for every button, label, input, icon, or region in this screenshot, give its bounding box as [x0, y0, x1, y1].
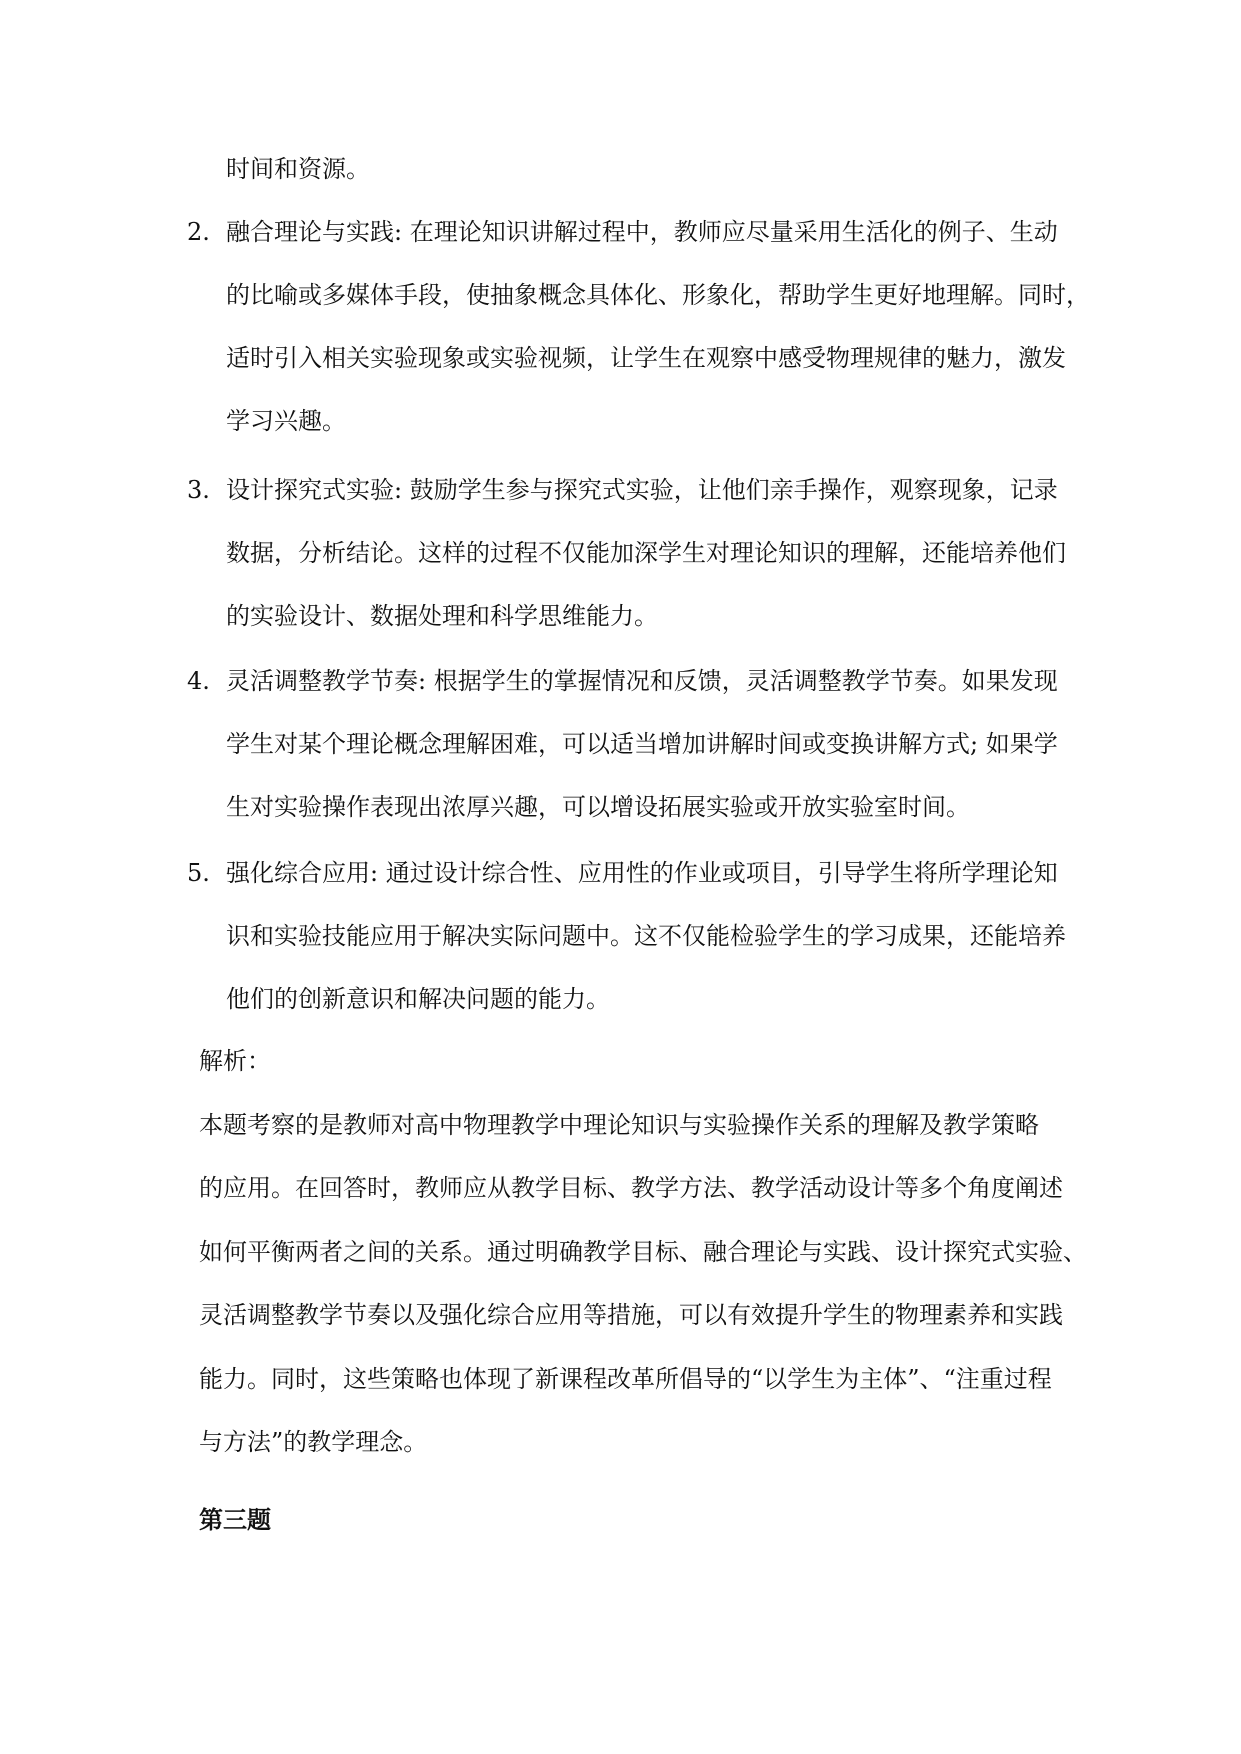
- item-4-line-3: 生对实验操作表现出浓厚兴趣，可以增设拓展实验或开放实验室时间。: [226, 793, 970, 821]
- item-4-number: 4.: [187, 667, 210, 695]
- analysis-line-1: 本题考察的是教师对高中物理教学中理论知识与实验操作关系的理解及教学策略: [199, 1111, 1039, 1139]
- item-3-line-2: 数据，分析结论。这样的过程不仅能加深学生对理论知识的理解，还能培养他们: [226, 539, 1066, 567]
- item-2-line-2: 的比喻或多媒体手段，使抽象概念具体化、形象化，帮助学生更好地理解。同时，: [226, 281, 1090, 309]
- item-5-line-2: 识和实验技能应用于解决实际问题中。这不仅能检验学生的学习成果，还能培养: [226, 922, 1066, 950]
- item-4-line-1: 灵活调整教学节奏: 根据学生的掌握情况和反馈，灵活调整教学节奏。如果发现: [226, 667, 1058, 695]
- analysis-line-5: 能力。同时，这些策略也体现了新课程改革所倡导的“以学生为主体”、“注重过程: [199, 1365, 1052, 1393]
- item-5-line-1: 强化综合应用: 通过设计综合性、应用性的作业或项目，引导学生将所学理论知: [226, 859, 1058, 887]
- item-1-continuation: 时间和资源。: [226, 155, 370, 183]
- item-2-line-4: 学习兴趣。: [226, 407, 346, 435]
- item-5-number: 5.: [187, 859, 210, 887]
- next-question-heading: 第三题: [199, 1506, 271, 1534]
- item-3-number: 3.: [187, 476, 210, 504]
- analysis-label: 解析：: [199, 1047, 271, 1075]
- item-2-line-1: 融合理论与实践: 在理论知识讲解过程中，教师应尽量采用生活化的例子、生动: [226, 218, 1058, 246]
- item-3-line-1: 设计探究式实验: 鼓励学生参与探究式实验，让他们亲手操作，观察现象，记录: [226, 476, 1058, 504]
- item-2-line-3: 适时引入相关实验现象或实验视频，让学生在观察中感受物理规律的魅力，激发: [226, 344, 1066, 372]
- item-2-number: 2.: [187, 218, 210, 246]
- item-4-line-2: 学生对某个理论概念理解困难，可以适当增加讲解时间或变换讲解方式; 如果学: [226, 730, 1058, 758]
- analysis-line-6: 与方法”的教学理念。: [199, 1428, 428, 1456]
- item-5-line-3: 他们的创新意识和解决问题的能力。: [226, 985, 610, 1013]
- analysis-line-3: 如何平衡两者之间的关系。通过明确教学目标、融合理论与实践、设计探究式实验、: [199, 1238, 1087, 1266]
- analysis-line-2: 的应用。在回答时，教师应从教学目标、教学方法、教学活动设计等多个角度阐述: [199, 1174, 1063, 1202]
- analysis-line-4: 灵活调整教学节奏以及强化综合应用等措施，可以有效提升学生的物理素养和实践: [199, 1301, 1063, 1329]
- item-3-line-3: 的实验设计、数据处理和科学思维能力。: [226, 602, 658, 630]
